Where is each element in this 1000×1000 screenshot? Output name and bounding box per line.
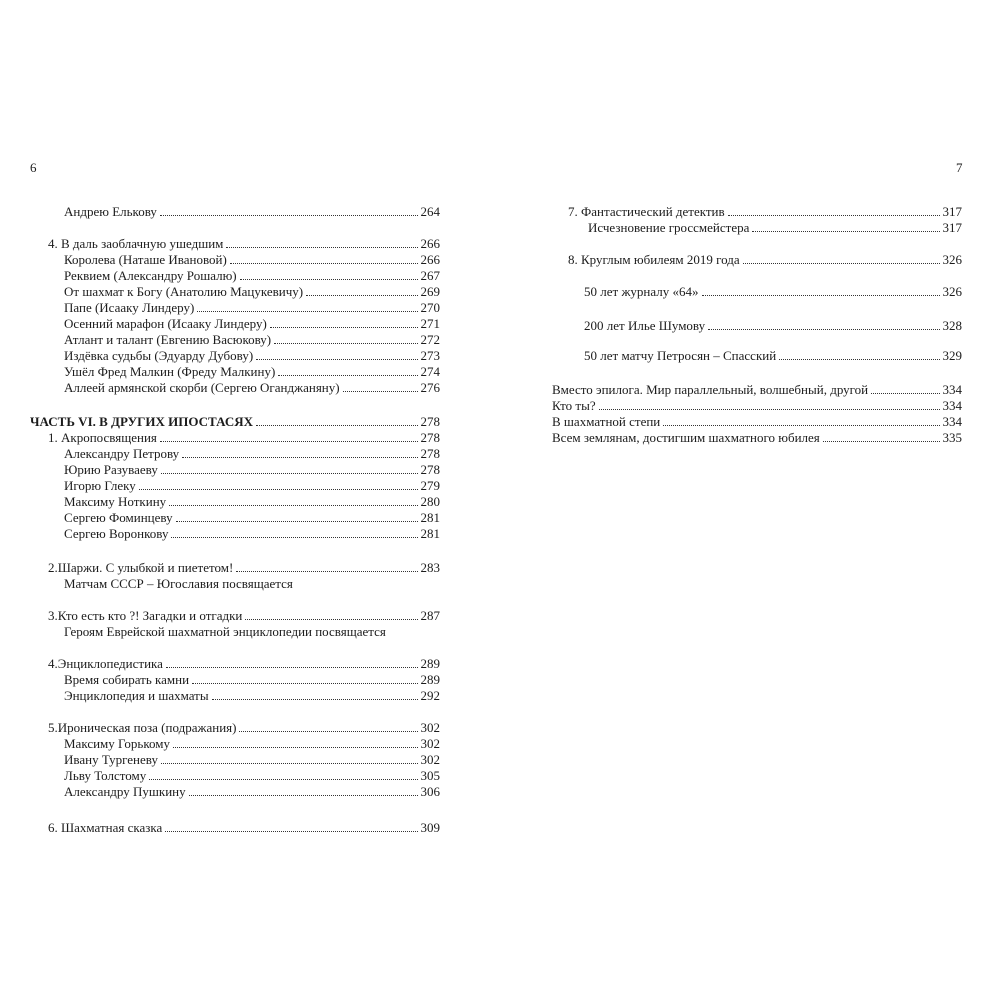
entry-page-number: 264 xyxy=(420,204,440,219)
entry-page-number: 302 xyxy=(420,720,440,735)
entry-title: Игорю Глеку xyxy=(64,478,136,493)
left-toc-entry xyxy=(64,768,440,784)
dot-leader xyxy=(192,683,417,684)
right-toc-entry xyxy=(552,382,962,398)
left-toc-entry xyxy=(64,494,440,510)
entry-title: Аллеей армянской скорби (Сергею Оганджаняну) xyxy=(64,380,340,395)
entry-page-number: 270 xyxy=(420,300,440,315)
entry-page-number: 326 xyxy=(942,252,962,267)
dot-leader xyxy=(160,215,418,216)
left-toc-entry xyxy=(64,784,440,800)
entry-title: 8. Круглым юбилеям 2019 года xyxy=(568,252,740,267)
entry-title: 50 лет журналу «64» xyxy=(584,284,699,299)
dot-leader xyxy=(702,295,940,296)
dot-leader xyxy=(230,263,418,264)
dot-leader xyxy=(306,295,417,296)
right-toc-entry xyxy=(588,220,962,236)
entry-page-number: 278 xyxy=(420,430,440,445)
entry-page-number: 272 xyxy=(420,332,440,347)
entry-page-number: 281 xyxy=(420,526,440,541)
entry-page-number: 269 xyxy=(420,284,440,299)
entry-title: Максиму Ноткину xyxy=(64,494,167,509)
dot-leader xyxy=(256,359,417,360)
entry-page-number: 278 xyxy=(420,446,440,461)
entry-page-number: 335 xyxy=(942,430,962,445)
left-toc-entry xyxy=(48,720,440,736)
entry-page-number: 328 xyxy=(942,318,962,333)
entry-title: От шахмат к Богу (Анатолию Мацукевичу) xyxy=(64,284,304,299)
dot-leader xyxy=(149,779,417,780)
left-toc-entry xyxy=(64,576,293,592)
dot-leader xyxy=(343,391,418,392)
right-toc-entry xyxy=(584,348,962,364)
dot-leader xyxy=(240,279,418,280)
entry-title: Кто ты? xyxy=(552,398,596,413)
dot-leader xyxy=(139,489,418,490)
dot-leader xyxy=(160,441,418,442)
entry-page-number: 266 xyxy=(420,236,440,251)
right-toc-entry xyxy=(552,398,962,414)
left-toc-entry xyxy=(64,300,440,316)
entry-page-number: 302 xyxy=(420,736,440,751)
dot-leader xyxy=(743,263,940,264)
dot-leader xyxy=(708,329,939,330)
left-toc-entry xyxy=(64,510,440,526)
entry-title: Вместо эпилога. Мир параллельный, волшебный, другой xyxy=(552,382,869,397)
dot-leader xyxy=(212,699,418,700)
dot-leader xyxy=(728,215,940,216)
right-page-number: 7 xyxy=(956,160,963,175)
left-toc-entry xyxy=(64,204,440,220)
dot-leader xyxy=(274,343,417,344)
right-toc-entry xyxy=(584,284,962,300)
dot-leader xyxy=(239,731,417,732)
left-toc-entry xyxy=(64,752,440,768)
entry-page-number: 281 xyxy=(420,510,440,525)
entry-title: Реквием (Александру Рошалю) xyxy=(64,268,237,283)
left-toc-entry xyxy=(30,414,440,430)
entry-page-number: 278 xyxy=(420,462,440,477)
dot-leader xyxy=(166,667,418,668)
left-toc-entry xyxy=(48,560,440,576)
entry-title: Матчам СССР – Югославия посвящается xyxy=(64,576,293,591)
dot-leader xyxy=(236,571,417,572)
left-toc-entry xyxy=(48,236,440,252)
entry-title: В шахматной степи xyxy=(552,414,661,429)
dot-leader xyxy=(182,457,417,458)
left-toc-entry xyxy=(64,268,440,284)
entry-title: Время собирать камни xyxy=(64,672,190,687)
entry-title: Папе (Исааку Линдеру) xyxy=(64,300,195,315)
entry-page-number: 334 xyxy=(942,382,962,397)
dot-leader xyxy=(171,537,417,538)
left-toc-entry xyxy=(48,430,440,446)
entry-title: Атлант и талант (Евгению Васюкову) xyxy=(64,332,272,347)
dot-leader xyxy=(161,473,418,474)
right-toc-entry xyxy=(568,252,962,268)
entry-title: Ивану Тургеневу xyxy=(64,752,158,767)
entry-page-number: 283 xyxy=(420,560,440,575)
left-toc-entry xyxy=(64,478,440,494)
entry-page-number: 273 xyxy=(420,348,440,363)
left-toc-entry xyxy=(64,672,440,688)
entry-title: Юрию Разуваеву xyxy=(64,462,158,477)
dot-leader xyxy=(245,619,417,620)
dot-leader xyxy=(226,247,417,248)
entry-title: Ушёл Фред Малкин (Фреду Малкину) xyxy=(64,364,276,379)
entry-page-number: 287 xyxy=(420,608,440,623)
entry-title: Андрею Елькову xyxy=(64,204,157,219)
dot-leader xyxy=(173,747,418,748)
entry-title: Льву Толстому xyxy=(64,768,147,783)
dot-leader xyxy=(270,327,418,328)
left-page-number: 6 xyxy=(30,160,37,175)
left-toc-entry xyxy=(64,332,440,348)
right-toc-entry xyxy=(568,204,962,220)
dot-leader xyxy=(599,409,940,410)
entry-title: Сергею Фоминцеву xyxy=(64,510,173,525)
entry-page-number: 334 xyxy=(942,414,962,429)
entry-page-number: 305 xyxy=(420,768,440,783)
entry-page-number: 289 xyxy=(420,656,440,671)
entry-page-number: 306 xyxy=(420,784,440,799)
dot-leader xyxy=(663,425,939,426)
entry-title: 2.Шаржи. С улыбкой и пиететом! xyxy=(48,560,234,575)
dot-leader xyxy=(197,311,417,312)
dot-leader xyxy=(256,425,418,426)
entry-title: Сергею Воронкову xyxy=(64,526,169,541)
dot-leader xyxy=(823,441,940,442)
entry-title: 7. Фантастический детектив xyxy=(568,204,725,219)
dot-leader xyxy=(165,831,417,832)
dot-leader xyxy=(779,359,939,360)
entry-title: 3.Кто есть кто ?! Загадки и отгадки xyxy=(48,608,243,623)
entry-title: Осенний марафон (Исааку Линдеру) xyxy=(64,316,267,331)
left-toc-entry xyxy=(48,656,440,672)
entry-page-number: 278 xyxy=(420,414,440,429)
entry-title: Энциклопедия и шахматы xyxy=(64,688,209,703)
entry-title: Всем землянам, достигшим шахматного юбилея xyxy=(552,430,820,445)
entry-page-number: 334 xyxy=(942,398,962,413)
entry-page-number: 289 xyxy=(420,672,440,687)
dot-leader xyxy=(161,763,418,764)
entry-title: 4. В даль заоблачную ушедшим xyxy=(48,236,224,251)
entry-title: 5.Ироническая поза (подражания) xyxy=(48,720,237,735)
entry-title: 1. Акропосвящения xyxy=(48,430,157,445)
entry-page-number: 292 xyxy=(420,688,440,703)
entry-title: 50 лет матчу Петросян – Спасский xyxy=(584,348,777,363)
entry-page-number: 317 xyxy=(942,204,962,219)
left-toc-entry xyxy=(64,284,440,300)
left-toc-entry xyxy=(64,688,440,704)
entry-page-number: 276 xyxy=(420,380,440,395)
entry-page-number: 279 xyxy=(420,478,440,493)
entry-page-number: 267 xyxy=(420,268,440,283)
dot-leader xyxy=(176,521,418,522)
left-toc-entry xyxy=(48,608,440,624)
entry-title: 6. Шахматная сказка xyxy=(48,820,163,835)
entry-page-number: 317 xyxy=(942,220,962,235)
left-toc-entry xyxy=(48,820,440,836)
entry-title: Героям Еврейской шахматной энциклопедии посвящается xyxy=(64,624,386,639)
entry-title: Исчезновение гроссмейстера xyxy=(588,220,750,235)
entry-title: Александру Петрову xyxy=(64,446,180,461)
entry-title: 200 лет Илье Шумову xyxy=(584,318,706,333)
left-toc-entry xyxy=(64,526,440,542)
left-toc-entry xyxy=(64,462,440,478)
dot-leader xyxy=(169,505,417,506)
entry-page-number: 302 xyxy=(420,752,440,767)
dot-leader xyxy=(871,393,939,394)
dot-leader xyxy=(189,795,418,796)
left-toc-entry xyxy=(64,446,440,462)
left-toc-entry xyxy=(64,380,440,396)
entry-title: ЧАСТЬ VI. В ДРУГИХ ИПОСТАСЯХ xyxy=(30,414,253,429)
entry-title: Королева (Наташе Ивановой) xyxy=(64,252,227,267)
dot-leader xyxy=(752,231,939,232)
left-toc-entry xyxy=(64,364,440,380)
entry-title: Александру Пушкину xyxy=(64,784,186,799)
left-toc-entry xyxy=(64,316,440,332)
entry-page-number: 274 xyxy=(420,364,440,379)
entry-page-number: 326 xyxy=(942,284,962,299)
right-toc-entry xyxy=(552,414,962,430)
entry-page-number: 266 xyxy=(420,252,440,267)
entry-page-number: 309 xyxy=(420,820,440,835)
left-toc-entry xyxy=(64,624,386,640)
entry-title: 4.Энциклопедистика xyxy=(48,656,163,671)
left-toc-entry xyxy=(64,736,440,752)
right-toc-entry xyxy=(552,430,962,446)
entry-page-number: 329 xyxy=(942,348,962,363)
entry-title: Максиму Горькому xyxy=(64,736,170,751)
left-toc-entry xyxy=(64,252,440,268)
entry-title: Издёвка судьбы (Эдуарду Дубову) xyxy=(64,348,254,363)
dot-leader xyxy=(278,375,417,376)
left-toc-entry xyxy=(64,348,440,364)
entry-page-number: 280 xyxy=(420,494,440,509)
right-toc-entry xyxy=(584,318,962,334)
entry-page-number: 271 xyxy=(420,316,440,331)
